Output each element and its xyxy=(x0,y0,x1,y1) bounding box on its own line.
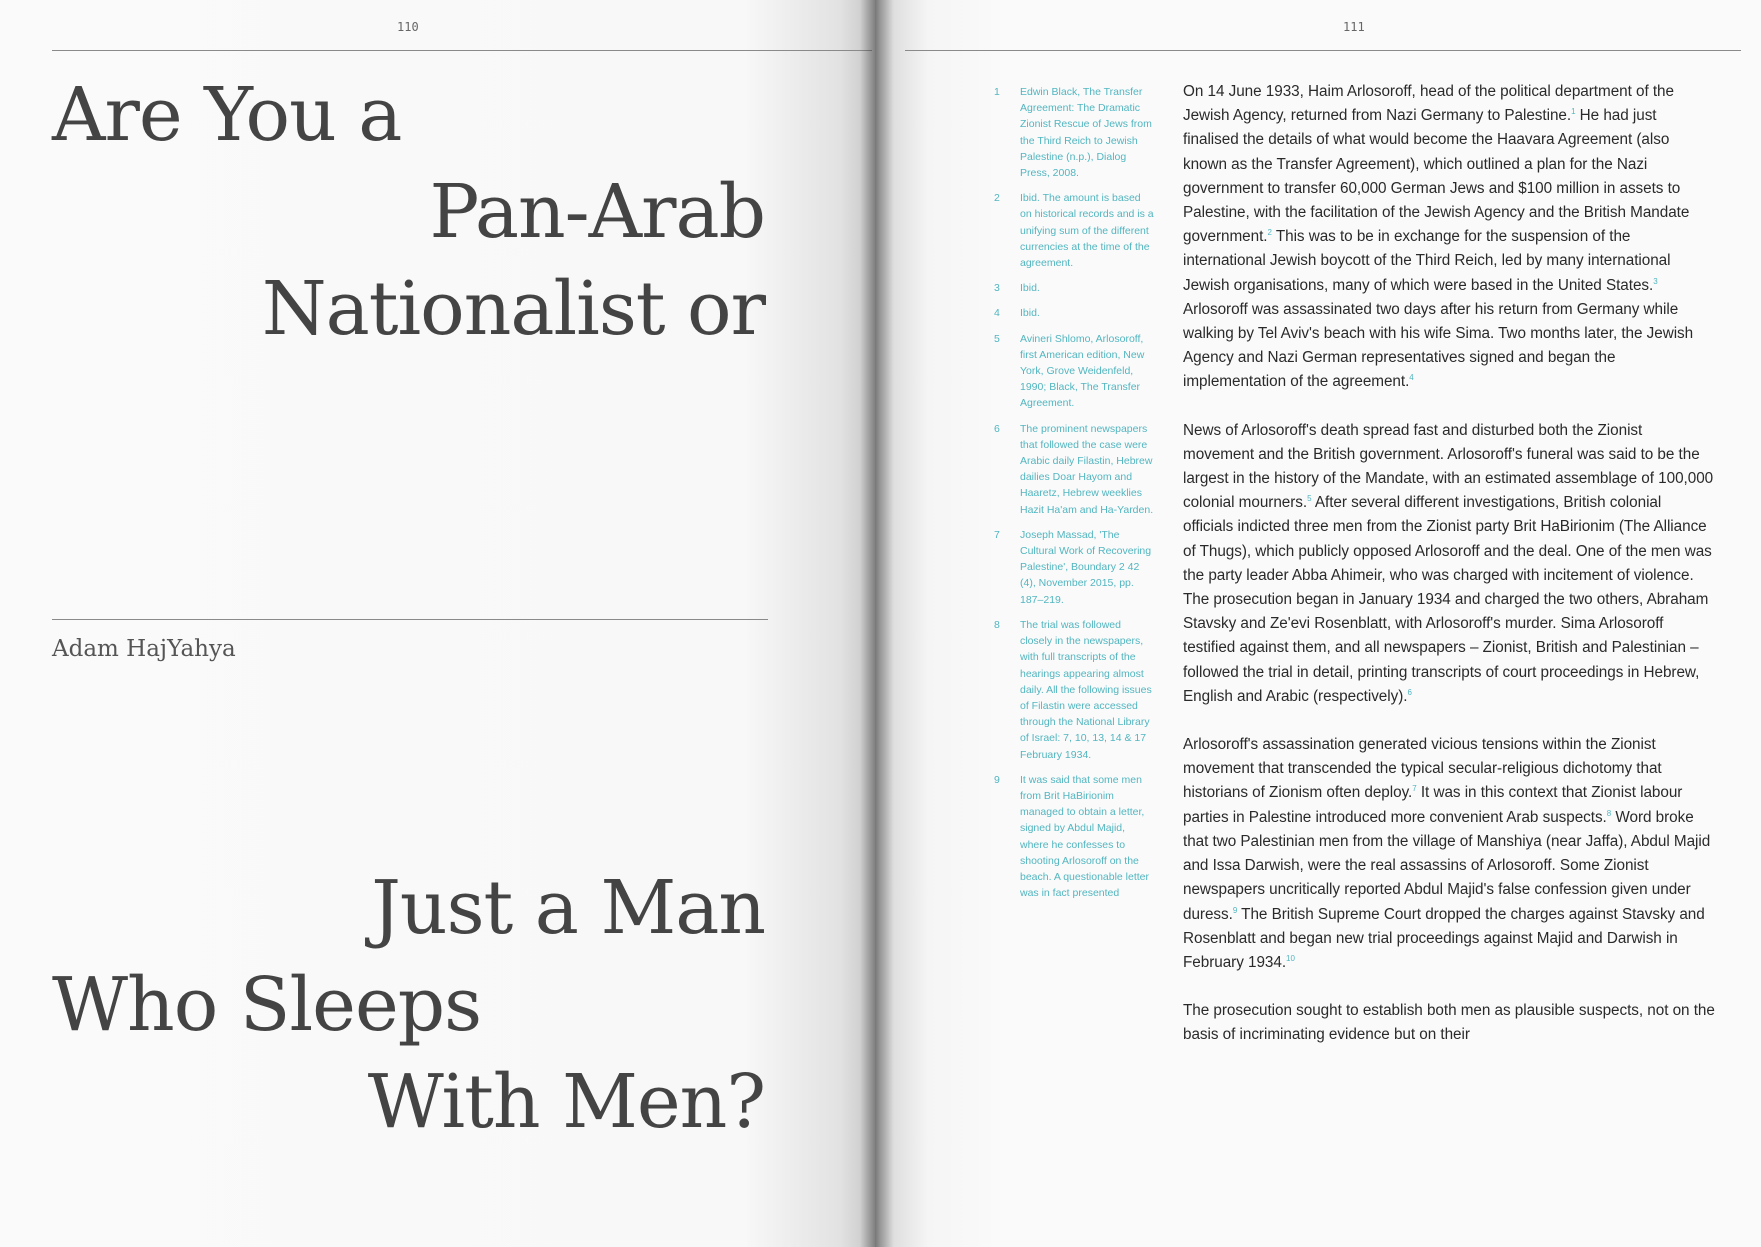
article-title-part2 xyxy=(52,860,765,1151)
body-text-segment: The prosecution sought to establish both men as plausible suspects, not on the basis of incriminating evidence but on their xyxy=(1183,1002,1715,1044)
footnote-number: 8 xyxy=(994,618,1000,631)
footnote-item xyxy=(994,190,1154,271)
footnote-number: 9 xyxy=(994,773,1000,786)
footnote-reference: 2 xyxy=(1267,228,1272,238)
body-text-segment: Arlosoroff's assassination generated vicious tensions within the Zionist movement that transcended the typical secular-religious dichotomy that historians of Zionism often deploy. xyxy=(1183,736,1662,802)
footnote-reference: 7 xyxy=(1412,784,1417,794)
footnote-text: Avineri Shlomo, Arlosoroff, first American edition, New York, Grove Weidenfeld, 1990; Black, The Transfer Agreement. xyxy=(1020,332,1145,410)
body-paragraph xyxy=(1183,80,1715,395)
header-rule-right xyxy=(905,50,1741,51)
title-line: Nationalist or xyxy=(261,266,765,352)
footnote-text: The trial was followed closely in the newspapers, with full transcripts of the hearings appearing almost daily. All the following issues of Filastin were accessed through the National Library of Israel: 7, 10, 13, 14 & 17 February 1934. xyxy=(1020,618,1152,761)
footnote-reference: 5 xyxy=(1307,494,1312,504)
footnote-number: 7 xyxy=(994,528,1000,541)
footnote-reference: 9 xyxy=(1232,905,1238,915)
title-line: Are You a xyxy=(52,72,402,158)
footnote-reference: 4 xyxy=(1409,373,1414,383)
footnote-reference: 3 xyxy=(1653,276,1658,286)
footnote-text: Ibid. The amount is based on historical records and is a unifying sum of the different currencies at the time of the agreement. xyxy=(1020,192,1154,270)
footnote-item xyxy=(994,772,1154,902)
title-line: Who Sleeps xyxy=(52,962,482,1048)
footnote-reference: 8 xyxy=(1606,808,1612,818)
left-page xyxy=(0,0,875,1247)
footnote-item xyxy=(994,331,1154,412)
page-number-left: 110 xyxy=(397,20,419,34)
article-body xyxy=(1183,80,1715,1072)
footnote-number: 6 xyxy=(994,422,1000,435)
body-text-segment: It was in this context that Zionist labour parties in Palestine introduced more convenient Arab suspects. xyxy=(1183,784,1683,826)
body-paragraph xyxy=(1183,733,1715,975)
body-text-segment: The British Supreme Court dropped the charges against Stavsky and Rosenblatt and began new trial proceedings against Majid and Darwish in February 1934. xyxy=(1183,905,1705,971)
footnote-reference: 10 xyxy=(1286,953,1295,963)
body-text-segment: News of Arlosoroff's death spread fast and disturbed both the Zionist movement and the British government. Arlosoroff's funeral was said to be the largest in the history of the Mandate, with an estimated assemblage of 100,000 colonial mourners. xyxy=(1183,421,1714,512)
title-line: Pan-Arab xyxy=(429,169,765,255)
book-gutter-shadow xyxy=(860,0,894,1247)
footnote-item xyxy=(994,280,1154,296)
footnotes-column xyxy=(994,84,1154,910)
footnote-number: 1 xyxy=(994,86,1000,98)
footnote-item xyxy=(994,421,1154,518)
footnote-text: Ibid. xyxy=(1020,282,1040,295)
body-text-segment: On 14 June 1933, Haim Arlosoroff, head of the political department of the Jewish Agency, returned from Nazi Germany to Palestine. xyxy=(1183,83,1674,125)
body-text-segment: He had just finalised the details of what would become the Haavara Agreement (also known as the Transfer Agreement), which outlined a plan for the Nazi government to transfer 60,000 German Jews and $100 million in assets to Palestine, with the facilitation of the Jewish Agency and the British Mandate government. xyxy=(1183,107,1690,246)
footnote-text: Edwin Black, The Transfer Agreement: The Dramatic Zionist Rescue of Jews from the Third Reich to Jewish Palestine (n.p.), Dialog Press, 2008. xyxy=(1020,86,1152,180)
body-text-segment: This was to be in exchange for the suspension of the international Jewish boycott of the Third Reich, led by many international Jewish organisations, many of which were based in the United States. xyxy=(1183,228,1671,294)
footnote-text: Joseph Massad, 'The Cultural Work of Recovering Palestine', Boundary 2 42 (4), November 2015, pp. 187–219. xyxy=(1020,528,1152,606)
footnote-number: 3 xyxy=(994,282,1000,295)
footnote-item xyxy=(994,617,1154,763)
footnote-reference: 6 xyxy=(1407,687,1412,697)
footnote-item xyxy=(994,305,1154,321)
footnote-item xyxy=(994,527,1154,608)
body-text-segment: After several different investigations, British colonial officials indicted three men from the Zionist party Brit HaBirionim (The Alliance of Thugs), which publicly opposed Arlosoroff and the deal. One of the men was the party leader Abba Ahimeir, who was charged with incitement of violence. The prosecution began in January 1934 and charged the two others, Abraham Stavsky and Ze'evi Rosenblatt, with Arlosoroff's murder. Sima Arlosoroff testified against them, and all newspapers – Zionist, British and Palestinian – followed the trial in detail, printing transcripts of court proceedings in Hebrew, English and Arabic (respectively). xyxy=(1183,494,1712,705)
title-line: Just a Man xyxy=(371,865,765,951)
body-text-segment: Arlosoroff was assassinated two days after his return from Germany while walking by Tel Aviv's beach with his wife Sima. Two months later, the Jewish Agency and Nazi German representatives signed and began the implementation of the agreement. xyxy=(1183,300,1694,391)
footnote-number: 4 xyxy=(994,307,1000,320)
footnote-number: 5 xyxy=(994,332,1000,345)
header-rule-left xyxy=(52,50,872,51)
body-paragraph xyxy=(1183,419,1715,709)
title-divider xyxy=(52,619,768,620)
author-name: Adam HajYahya xyxy=(52,636,236,662)
footnote-text: Ibid. xyxy=(1020,307,1040,320)
footnote-number: 2 xyxy=(994,192,1000,205)
footnote-text: The prominent newspapers that followed the case were Arabic daily Filastin, Hebrew dailies Doar Hayom and Haaretz, Hebrew weeklies Hazit Ha'am and Ha-Yarden. xyxy=(1020,422,1154,516)
page-number-right: 111 xyxy=(1343,20,1365,34)
title-line: With Men? xyxy=(367,1059,765,1145)
footnote-reference: 1 xyxy=(1571,107,1576,117)
article-title-part1 xyxy=(52,67,765,358)
body-paragraph xyxy=(1183,999,1715,1047)
footnote-item xyxy=(994,84,1154,181)
body-text-segment: Word broke that two Palestinian men from the village of Manshiya (near Jaffa), Abdul Majid and Issa Darwish, were the real assassins of Arlosoroff. Some Zionist newspapers uncritically reported Abdul Majid's false confession given under duress. xyxy=(1183,808,1711,923)
footnote-text: It was said that some men from Brit HaBirionim managed to obtain a letter, signed by Abdul Majid, where he confesses to shooting Arlosoroff on the beach. A questionable letter was in fact presented xyxy=(1020,773,1150,900)
